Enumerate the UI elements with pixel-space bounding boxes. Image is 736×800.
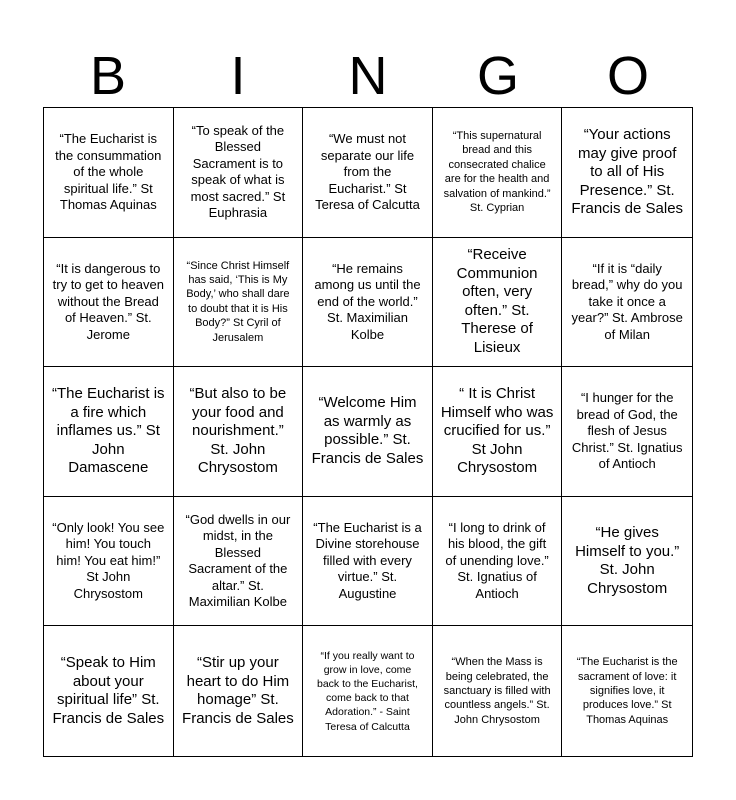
bingo-cell <box>44 238 174 368</box>
bingo-cell <box>44 367 174 497</box>
cell-text: “Receive Communion often, very often.” St. Therese of Lisieux <box>456 246 538 356</box>
cell-text: “If you really want to grow in love, come back to the Eucharist, come back to that Adoration.” - Saint Teresa of Calcutta <box>317 649 418 733</box>
cell-text: “Welcome Him as warmly as possible.” St. Francis de Sales <box>311 394 424 467</box>
cell-text: “Speak to Him about your spiritual life” St. Francis de Sales <box>52 654 165 727</box>
bingo-cell <box>562 497 692 627</box>
cell-text: “To speak of the Blessed Sacrament is to speak of what is most sacred.” St Euphrasia <box>190 123 286 221</box>
cell-text: “The Eucharist is a fire which inflames us.” St John Damascene <box>52 385 165 477</box>
bingo-cell <box>433 238 563 368</box>
cell-text: “When the Mass is being celebrated, the sanctuary is filled with countless angels.” St. John Chrysostom <box>443 656 551 726</box>
bingo-cell <box>303 497 433 627</box>
cell-text: “The Eucharist is the sacrament of love: it signifies love, it produces love.” St Thomas Aquinas <box>576 656 678 726</box>
cell-text: “ It is Christ Himself who was crucified for us.” St John Chrysostom <box>440 385 554 477</box>
bingo-cell <box>562 238 692 368</box>
cell-text: “It is dangerous to try to get to heaven without the Bread of Heaven.” St. Jerome <box>52 260 164 342</box>
cell-text: “This supernatural bread and this consecrated chalice are for the health and salvation of mankind.” St. Cyprian <box>443 130 551 215</box>
bingo-cell <box>44 626 174 756</box>
bingo-cell <box>303 238 433 368</box>
bingo-header <box>43 46 693 106</box>
bingo-cell <box>174 108 304 238</box>
bingo-cell <box>44 108 174 238</box>
bingo-cell <box>174 497 304 627</box>
bingo-cell <box>303 626 433 756</box>
bingo-cell <box>174 238 304 368</box>
cell-text: “If it is “daily bread,” why do you take it once a year?” St. Ambrose of Milan <box>571 260 683 342</box>
header-letter-g: G <box>476 46 519 106</box>
bingo-cell <box>44 497 174 627</box>
cell-text: “He gives Himself to you.” St. John Chrysostom <box>575 524 680 597</box>
bingo-cell <box>562 108 692 238</box>
cell-text: “I hunger for the bread of God, the flesh of Jesus Christ.” St. Ignatius of Antioch <box>571 390 683 472</box>
cell-text: “We must not separate our life from the Eucharist.” St Teresa of Calcutta <box>315 131 420 212</box>
header-letter-o: O <box>606 46 649 106</box>
cell-text: “God dwells in our midst, in the Blessed Sacrament of the altar.” St. Maximilian Kolbe <box>185 511 291 609</box>
header-letter-n: N <box>348 46 388 106</box>
bingo-cell <box>303 108 433 238</box>
cell-text: “But also to be your food and nourishment.” St. John Chrysostom <box>189 385 287 477</box>
bingo-cell <box>562 626 692 756</box>
bingo-cell <box>433 497 563 627</box>
header-letter-b: B <box>89 46 127 106</box>
bingo-cell <box>174 367 304 497</box>
bingo-cell <box>433 108 563 238</box>
bingo-cell <box>562 367 692 497</box>
cell-text: “Only look! You see him! You touch him! You eat him!” St John Chrysostom <box>52 520 165 601</box>
cell-text: “Since Christ Himself has said, ‘This is My Body,’ who shall dare to doubt that it is His Body?” St Cyril of Jerusalem <box>186 259 290 344</box>
cell-text: “Your actions may give proof to all of His Presence.” St. Francis de Sales <box>571 126 684 218</box>
bingo-grid <box>43 107 693 757</box>
cell-text: “I long to drink of his blood, the gift of unending love.” St. Ignatius of Antioch <box>445 520 549 601</box>
bingo-cell <box>303 367 433 497</box>
bingo-cell <box>174 626 304 756</box>
cell-text: “The Eucharist is the consummation of the whole spiritual life.” St Thomas Aquinas <box>55 131 162 212</box>
cell-text: “Stir up your heart to do Him homage” St. Francis de Sales <box>182 654 294 727</box>
bingo-cell <box>433 626 563 756</box>
header-letter-i: I <box>230 46 246 106</box>
cell-text: “He remains among us until the end of the world.” St. Maximilian Kolbe <box>314 260 421 342</box>
bingo-cell <box>433 367 563 497</box>
cell-text: “The Eucharist is a Divine storehouse filled with every virtue.” St. Augustine <box>313 520 422 601</box>
